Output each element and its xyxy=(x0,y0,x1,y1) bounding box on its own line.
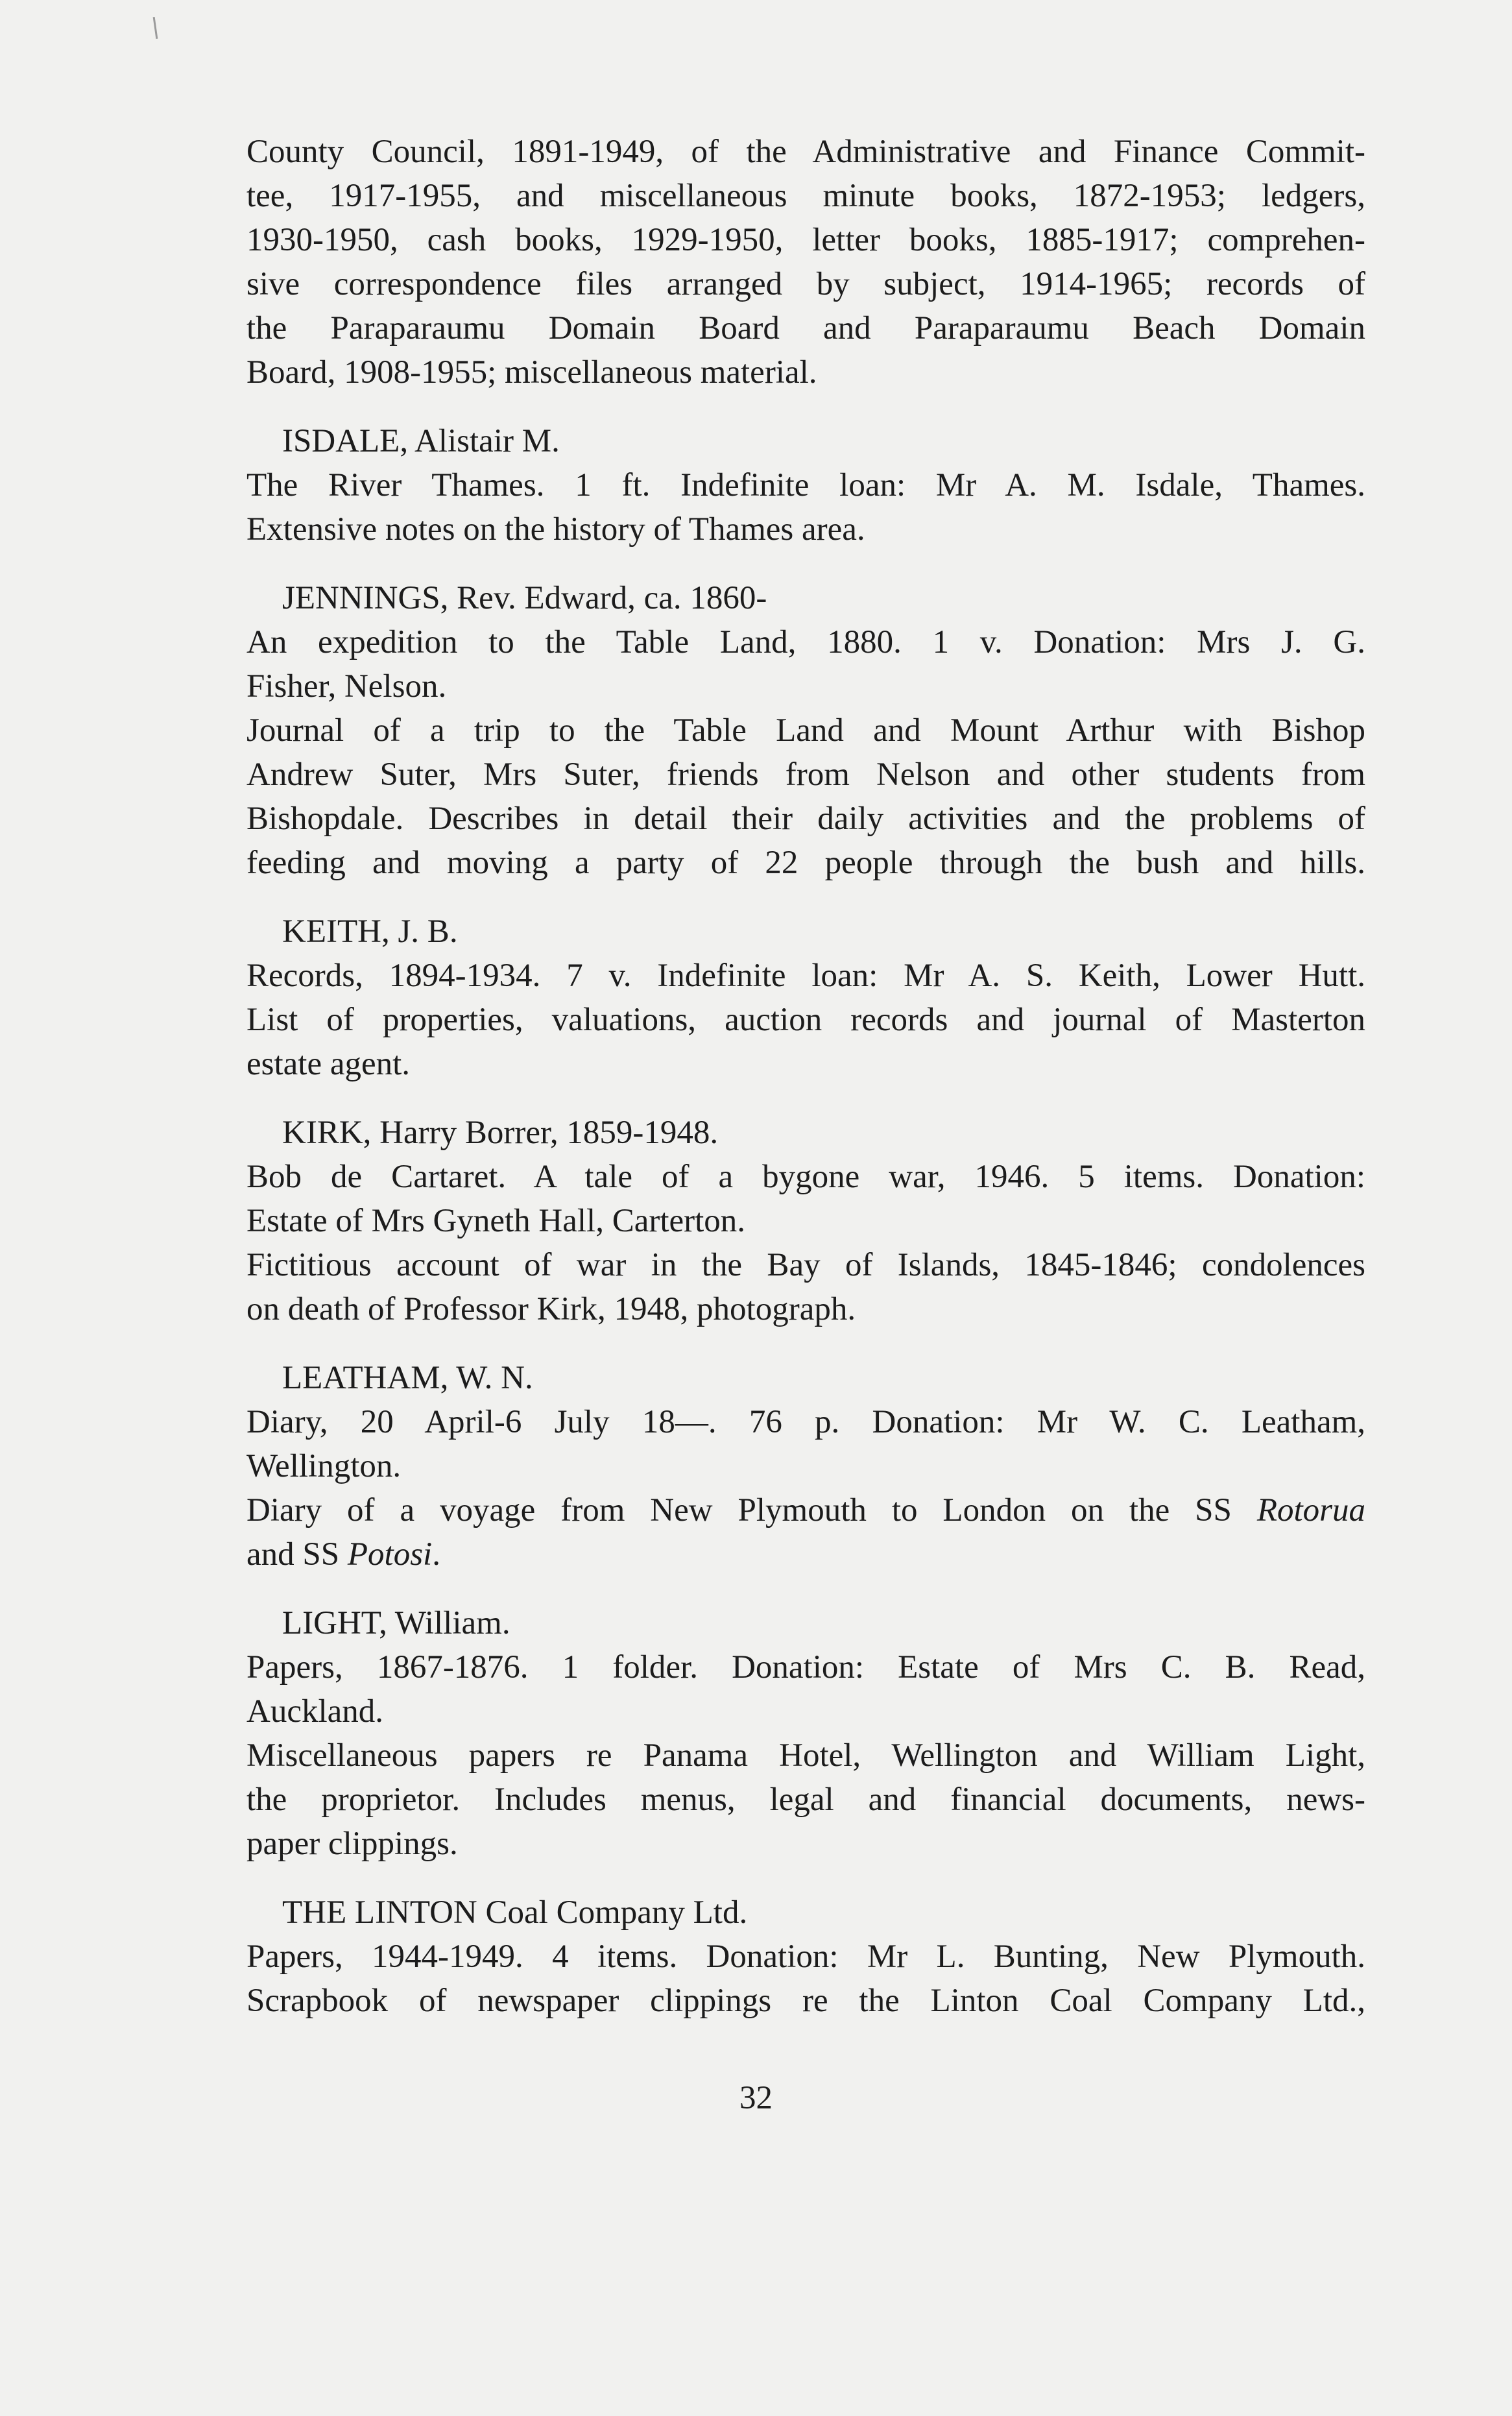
entry-line: Fictitious account of war in the Bay of Islands, 1845-1846; condolences xyxy=(246,1247,1365,1283)
entry-line: sive correspondence files arranged by subject, 1914-1965; records of xyxy=(246,266,1365,302)
entry-line: 1930-1950, cash books, 1929-1950, letter books, 1885-1917; comprehen- xyxy=(246,222,1365,258)
entry-line: An expedition to the Table Land, 1880. 1 v. Donation: Mrs J. G. xyxy=(246,624,1365,660)
voyage-text: and SS xyxy=(246,1536,348,1573)
entry-line: The River Thames. 1 ft. Indefinite loan: Mr A. M. Isdale, Thames. xyxy=(246,467,1365,503)
entry-heading: ISDALE, Alistair M. xyxy=(282,423,560,459)
entry-line: feeding and moving a party of 22 people through the bush and hills. xyxy=(246,845,1365,881)
entry-line: Diary, 20 April-6 July 18—. 76 p. Donation: Mr W. C. Leatham, xyxy=(246,1404,1365,1440)
entry-line: Papers, 1867-1876. 1 folder. Donation: Estate of Mrs C. B. Read, xyxy=(246,1649,1365,1685)
entry-jennings xyxy=(246,576,1365,885)
entry-heading: JENNINGS, Rev. Edward, ca. 1860- xyxy=(282,580,767,616)
entry-line: Fisher, Nelson. xyxy=(246,668,447,705)
entry-heading: KIRK, Harry Borrer, 1859-1948. xyxy=(282,1115,719,1151)
entry-line: Bishopdale. Describes in detail their daily activities and the problems of xyxy=(246,801,1365,837)
entry-heading: LIGHT, William. xyxy=(282,1605,510,1641)
entry-continuation xyxy=(246,130,1365,394)
entry-isdale xyxy=(246,419,1365,551)
entry-line: the proprietor. Includes menus, legal and financial documents, news- xyxy=(246,1782,1365,1818)
entry-line: Bob de Cartaret. A tale of a bygone war, 1946. 5 items. Donation: xyxy=(246,1159,1365,1195)
entry-line: tee, 1917-1955, and miscellaneous minute books, 1872-1953; ledgers, xyxy=(246,178,1365,214)
entry-line: Andrew Suter, Mrs Suter, friends from Nelson and other students from xyxy=(246,756,1365,793)
ship-name: Potosi xyxy=(347,1536,433,1573)
entry-leatham xyxy=(246,1356,1365,1576)
entry-keith xyxy=(246,910,1365,1086)
entry-line: the Paraparaumu Domain Board and Paraparaumu Beach Domain xyxy=(246,310,1365,346)
entry-line: Extensive notes on the history of Thames area. xyxy=(246,511,865,548)
entry-line: Board, 1908-1955; miscellaneous material. xyxy=(246,354,817,391)
entry-kirk xyxy=(246,1111,1365,1331)
page-number: 32 xyxy=(739,2080,773,2116)
page-body xyxy=(246,130,1365,2023)
entry-heading: THE LINTON Coal Company Ltd. xyxy=(282,1894,748,1931)
entry-line: List of properties, valuations, auction records and journal of Masterton xyxy=(246,1002,1365,1038)
entry-line: Journal of a trip to the Table Land and Mount Arthur with Bishop xyxy=(246,712,1365,749)
entry-line: County Council, 1891-1949, of the Administrative and Finance Commit- xyxy=(246,134,1365,170)
entry-line xyxy=(246,1532,1365,1576)
entry-line: Records, 1894-1934. 7 v. Indefinite loan: Mr A. S. Keith, Lower Hutt. xyxy=(246,958,1365,994)
voyage-text: Diary of a voyage from New Plymouth to London on the SS xyxy=(246,1492,1257,1528)
entry-linton xyxy=(246,1891,1365,2023)
entry-line: on death of Professor Kirk, 1948, photograph. xyxy=(246,1291,856,1327)
scan-mark xyxy=(153,17,158,39)
entry-line xyxy=(246,1488,1365,1532)
entry-line: Papers, 1944-1949. 4 items. Donation: Mr L. Bunting, New Plymouth. xyxy=(246,1939,1365,1975)
entry-light xyxy=(246,1601,1365,1866)
voyage-text: . xyxy=(432,1536,440,1573)
entry-line: paper clippings. xyxy=(246,1826,458,1862)
entry-line: Miscellaneous papers re Panama Hotel, Wellington and William Light, xyxy=(246,1737,1365,1774)
ship-name: Rotorua xyxy=(1256,1492,1365,1528)
entry-heading: LEATHAM, W. N. xyxy=(282,1360,533,1396)
entry-line: Estate of Mrs Gyneth Hall, Carterton. xyxy=(246,1203,746,1239)
entry-line: estate agent. xyxy=(246,1046,411,1082)
entry-line: Wellington. xyxy=(246,1448,402,1484)
entry-line: Scrapbook of newspaper clippings re the Linton Coal Company Ltd., xyxy=(246,1983,1365,2019)
entry-heading: KEITH, J. B. xyxy=(282,913,458,950)
entry-line: Auckland. xyxy=(246,1693,384,1730)
